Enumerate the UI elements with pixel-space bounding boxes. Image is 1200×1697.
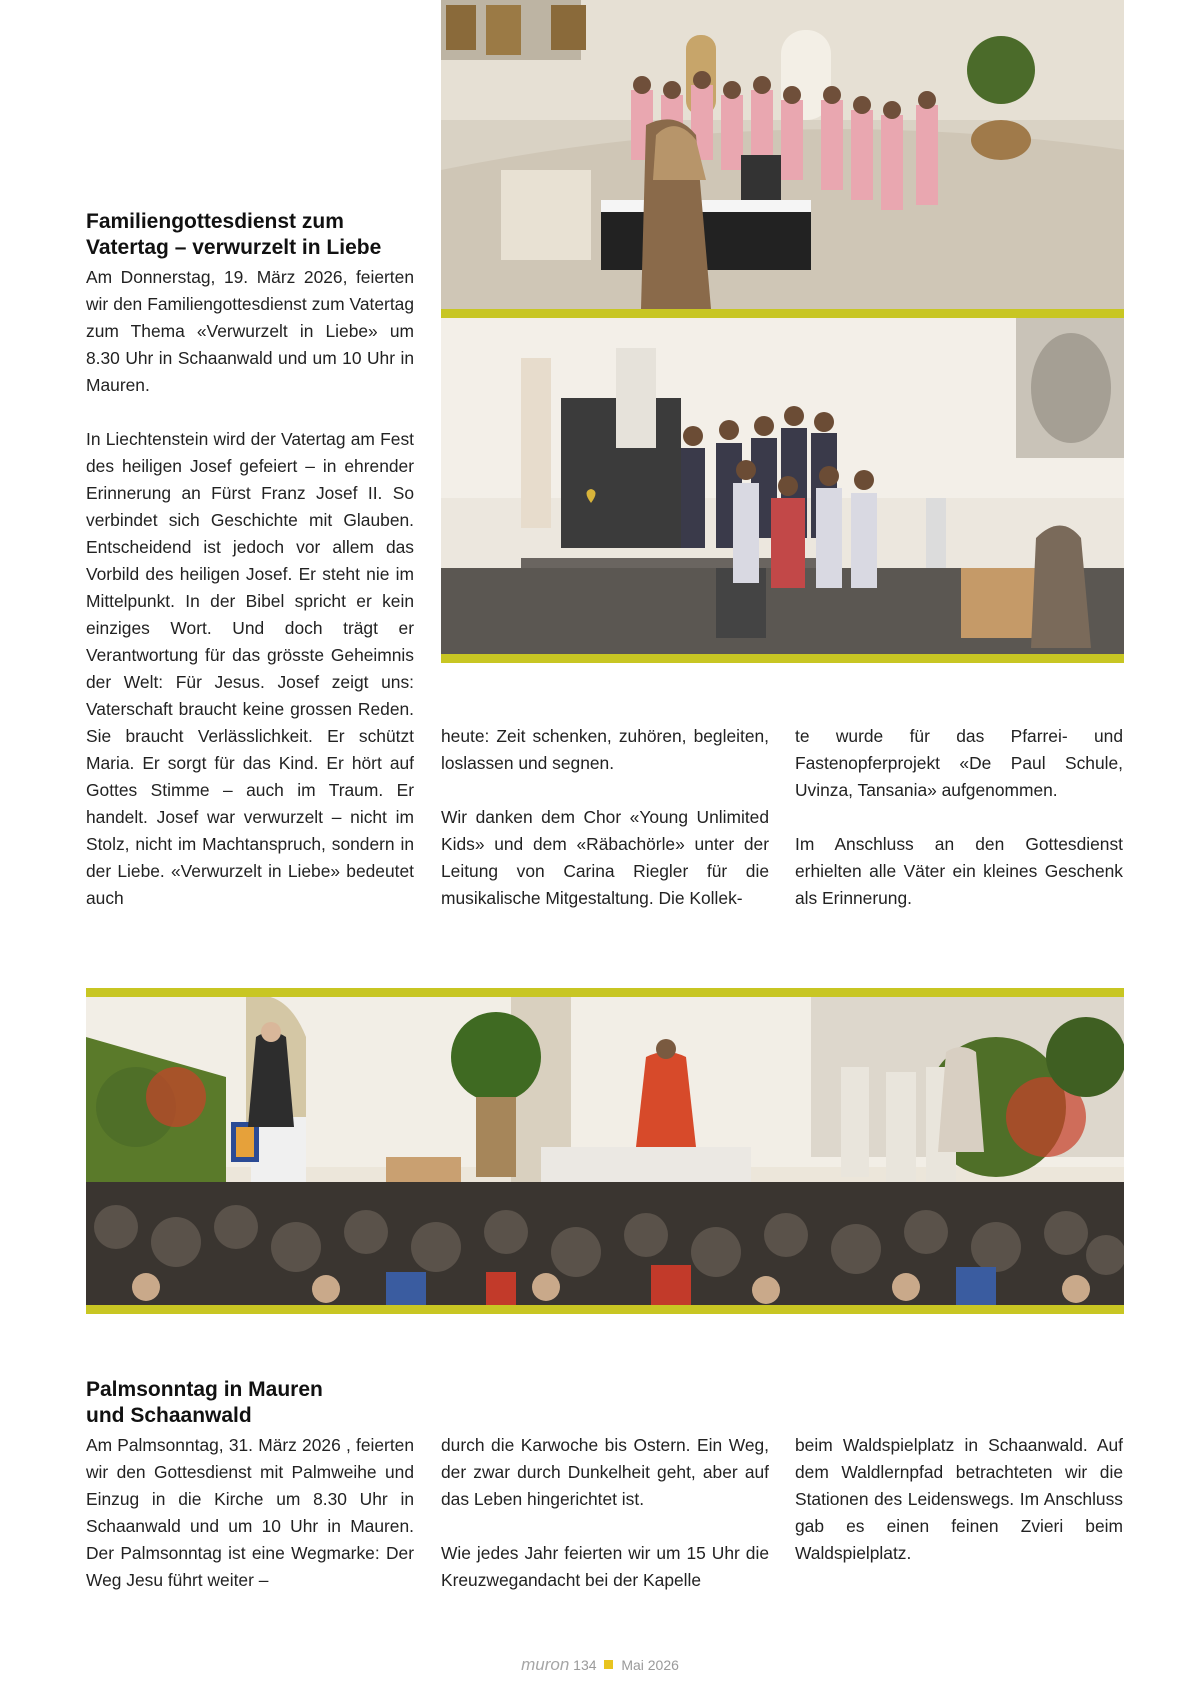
paragraph: Wie jedes Jahr feierten wir um 15 Uhr die Kreuzwegandacht bei der Kapelle <box>441 1543 769 1590</box>
footer-brand: muron <box>521 1655 570 1674</box>
paragraph: Im Anschluss an den Gottesdienst erhielten alle Väter ein kleines Geschenk als Erinnerung. <box>795 834 1123 908</box>
paragraph: In Liechtenstein wird der Vatertag am Fest des heiligen Josef gefeiert – in ehrender Erinnerung an Fürst Franz Josef II. So verbindet sich Geschichte mit Glauben. Entscheidend ist jedoch vor allem das Vorbild des heiligen Josef. Er steht nie im Mittelpunkt. In der Bibel spricht er kein einziges Wort. Und doch trägt er Verantwortung für das grösste Geheimnis der Welt: Für Jesus. Josef zeigt uns: Vaterschaft braucht keine grossen Reden. Sie braucht Verlässlichkeit. Er schützt Maria. Er sorgt für das Kind. Er hört auf Gottes Stimme – auch im Traum. Er handelt. Josef war verwurzelt – nicht im Stolz, nicht im Machtanspruch, sondern in der Liebe. «Verwurzelt in Liebe» bedeutet auch <box>86 429 414 908</box>
paragraph: beim Waldspielplatz in Schaanwald. Auf dem Waldlernpfad betrachteten wir die Stationen des Leidenswegs. Im Anschluss gab es einen feinen Zvieri beim Waldspielplatz. <box>795 1435 1123 1563</box>
article-column <box>795 1432 1123 1567</box>
paragraph: te wurde für das Pfarrei- und Fastenopferprojekt «De Paul Schule, Uvinza, Tansania» aufgenommen. <box>795 726 1123 800</box>
article-heading: Familiengottesdienst zum Vatertag – verwurzelt in Liebe <box>86 210 382 259</box>
paragraph: Am Donnerstag, 19. März 2026, feierten wir den Familiengottesdienst zum Vatertag zum Thema «Verwurzelt in Liebe» um 8.30 Uhr in Schaanwald und um 10 Uhr in Mauren. <box>86 267 414 395</box>
photo-choir-piano <box>441 0 1124 309</box>
article-column <box>86 1432 414 1594</box>
paragraph: Wir danken dem Chor «Young Unlimited Kids» und dem «Räbachörle» unter der Leitung von Carina Riegler für die musikalische Mitgestaltung. Die Kollek- <box>441 807 769 908</box>
article-column <box>795 723 1123 912</box>
accent-bar <box>441 309 1124 318</box>
paragraph: durch die Karwoche bis Ostern. Ein Weg, der zwar durch Dunkelheit geht, aber auf das Leben hingerichtet ist. <box>441 1435 769 1509</box>
article-column <box>86 264 414 912</box>
article-heading: Palmsonntag in Mauren und Schaanwald <box>86 1378 323 1427</box>
square-icon <box>604 1660 613 1669</box>
page-footer <box>0 1655 1200 1675</box>
article-column <box>441 1432 769 1594</box>
accent-bar <box>441 654 1124 663</box>
article-column <box>441 723 769 912</box>
photo-children-altar <box>441 318 1124 654</box>
accent-bar <box>86 1305 1124 1314</box>
footer-issue: 134 <box>573 1657 597 1673</box>
accent-bar <box>86 988 1124 997</box>
paragraph: Am Palmsonntag, 31. März 2026 , feierten wir den Gottesdienst mit Palmweihe und Einzug in die Kirche um 8.30 Uhr in Schaanwald und um 10 Uhr in Mauren. Der Palmsonntag ist eine Wegmarke: Der Weg Jesu führt weiter – <box>86 1435 414 1590</box>
photo-palm-sunday <box>86 997 1124 1305</box>
footer-date: Mai 2026 <box>621 1657 679 1673</box>
paragraph: heute: Zeit schenken, zuhören, begleiten, loslassen und segnen. <box>441 726 769 773</box>
